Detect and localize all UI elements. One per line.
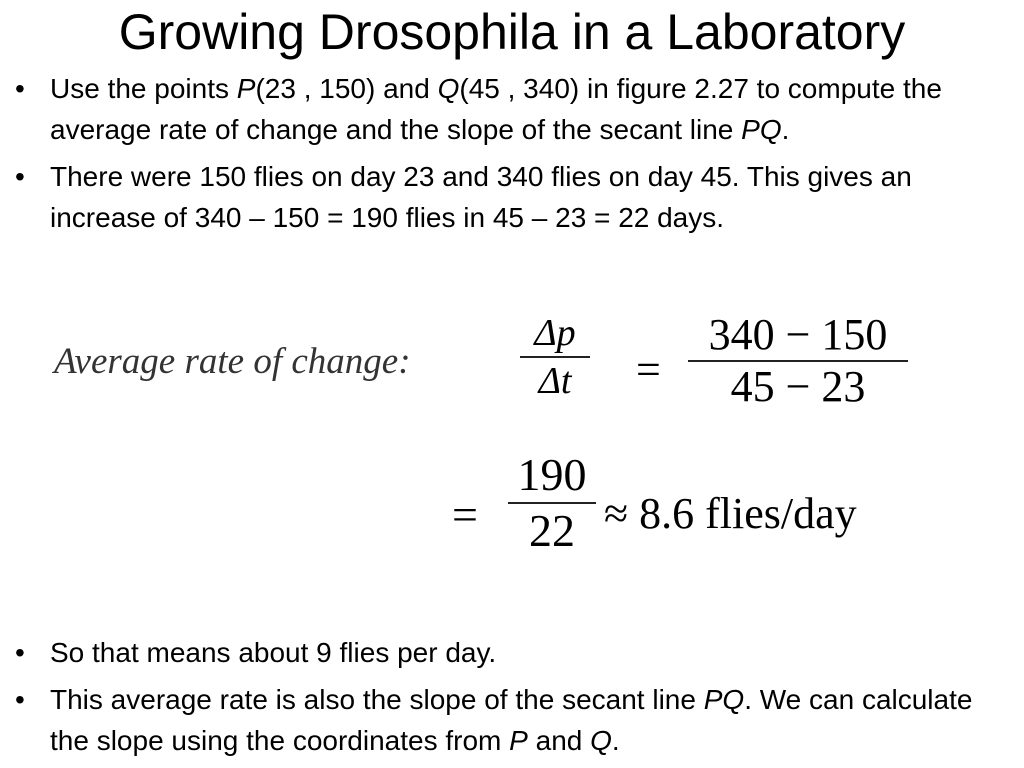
bullet-dot-icon: • [15,637,25,668]
point-p-label: P [509,725,528,756]
bullet-text: So that means about 9 flies per day. [50,637,497,668]
bullet-text: Use the points [50,73,237,104]
difference-fraction [688,312,908,410]
fraction-denominator: 22 [529,505,575,556]
fraction-bar [508,502,596,504]
equation-label: Average rate of change: [54,341,411,382]
bullet-text: (23 , 150) and [255,73,438,104]
fraction-numerator: 190 [517,449,587,500]
bullet-points-p-q [0,68,1024,150]
equals-sign: = [452,489,478,540]
fraction-denominator: Δt [538,360,572,402]
bullet-text: This average rate is also the slope of the secant line [50,684,704,715]
fraction-denominator: 45 − 23 [730,362,866,411]
fraction-numerator: 340 − 150 [708,310,888,359]
delta-fraction [520,312,590,402]
secant-line-label: PQ [741,114,782,145]
fraction-numerator: Δp [534,312,576,354]
bullet-flies-per-day [0,632,1024,673]
bullet-dot-icon: • [15,684,25,715]
bullet-dot-icon: • [15,161,25,192]
bullet-text: (45 , 340) in figure 2.27 to compute the average rate of change and the slope of the secant line [50,73,942,145]
bullet-text: and [527,725,591,756]
secant-line-label: PQ [703,684,745,715]
approximate-result: ≈ 8.6 flies/day [604,489,857,538]
point-p-label: P [236,73,256,104]
equals-sign: = [636,345,661,394]
bullet-text: . [781,114,790,145]
bullet-text: . We can calculate the slope using the coordinates from [50,684,973,756]
bullet-dot-icon: • [15,73,25,104]
point-q-label: Q [590,725,612,756]
point-q-label: Q [437,73,460,104]
bullet-fly-increase [0,156,1024,238]
bullet-list-top [0,68,1024,244]
bullet-list-bottom [0,632,1024,767]
bullet-text: There were 150 flies on day 23 and 340 flies on day 45. This gives an increase of 340 – 150 = 190 flies in 45 – 23 = 22 days. [50,161,912,233]
result-fraction [508,450,596,556]
bullet-secant-slope [0,679,1024,761]
rate-of-change-equation [0,300,1024,590]
slide-title: Growing Drosophila in a Laboratory [118,4,906,60]
fraction-bar [520,356,590,358]
bullet-text: . [611,725,620,756]
